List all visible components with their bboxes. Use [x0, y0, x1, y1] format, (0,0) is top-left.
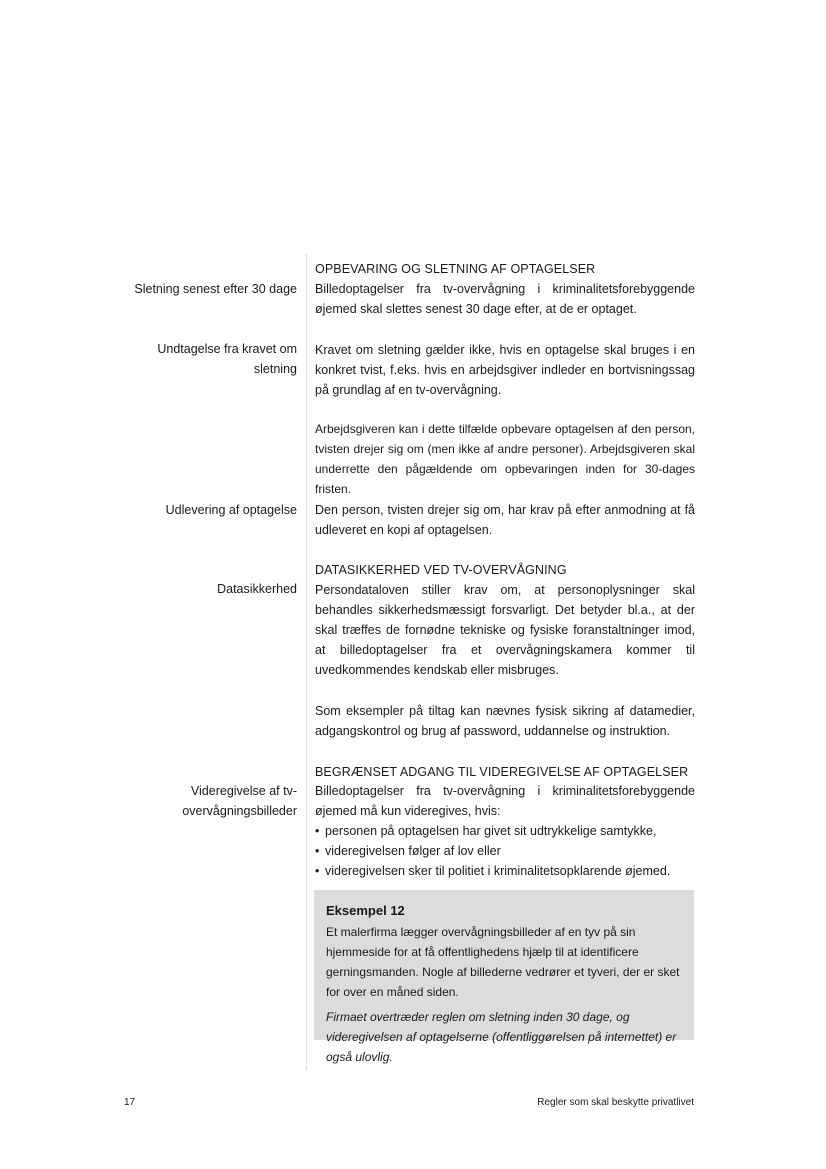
paragraph-disclosure-intro: Billedoptagelser fra tv-overvågning i kriminalitetsforebyggende øjemed må kun videregives, hvis: [315, 784, 695, 818]
running-title: Regler som skal beskytte privatlivet [537, 1097, 694, 1108]
margin-note-disclosure: Videregivelse af tv-overvågningsbilleder [182, 784, 297, 818]
conditions-list [315, 821, 695, 881]
example-body: Et malerfirma lægger overvågningsbilleder af en tyv på sin hjemmeside for at få offentlighedens hjælp til at identificere gerningsmanden. Nogle af billederne vedrører et tyveri, der er sket for over en måned siden. [326, 925, 680, 999]
margin-note-handover: Udlevering af optagelse [165, 503, 297, 517]
paragraph-deletion: Billedoptagelser fra tv-overvågning i kriminalitetsforebyggende øjemed skal slettes senest 30 dage efter, at de er optaget. [315, 282, 695, 316]
example-box [314, 890, 694, 1064]
example-title: Eksempel 12 [326, 903, 405, 918]
column-divider [306, 255, 307, 1070]
paragraph-security-examples: Som eksempler på tiltag kan nævnes fysisk sikring af datamedier, adgangskontrol og brug af password, uddannelse og instruktion. [315, 704, 695, 738]
paragraph-exception: Kravet om sletning gælder ikke, hvis en optagelse skal bruges i en konkret tvist, f.eks. hvis en arbejdsgiver indleder en bortvisningssag på grundlag af en tv-overvågning. [315, 343, 695, 397]
heading-storage: OPBEVARING OG SLETNING AF OPTAGELSER [315, 262, 596, 276]
margin-note-security: Datasikkerhed [217, 582, 297, 596]
heading-disclosure: BEGRÆNSET ADGANG TIL VIDEREGIVELSE AF OPTAGELSER [315, 765, 689, 779]
list-item: • videregivelsen følger af lov eller [315, 841, 695, 861]
heading-security: DATASIKKERHED VED TV-OVERVÅGNING [315, 563, 567, 577]
paragraph-employer: Arbejdsgiveren kan i dette tilfælde opbevare optagelsen af den person, tvisten drejer sig om (men ikke af andre personer). Arbejdsgiveren skal underrette den pågældende om opbevaringen inden for 30-dages fristen. [315, 422, 695, 496]
margin-note-exception: Undtagelse fra kravet om sletning [157, 342, 297, 376]
example-conclusion: Firmaet overtræder reglen om sletning inden 30 dage, og videregivelsen af optagelserne (offentliggørelsen på internettet) er også ulovlig. [326, 1010, 677, 1064]
paragraph-handover: Den person, tvisten drejer sig om, har krav på efter anmodning at få udleveret en kopi af optagelsen. [315, 503, 695, 537]
list-item: • personen på optagelsen har givet sit udtrykkelige samtykke, [315, 821, 695, 841]
margin-note-deletion: Sletning senest efter 30 dage [134, 282, 297, 296]
paragraph-security-law: Persondataloven stiller krav om, at personoplysninger skal behandles sikkerhedsmæssigt forsvarligt. Det betyder bl.a., at der skal træffes de fornødne tekniske og fysiske foranstaltninger imod, at billedoptagelser fra et overvågningskamera kommer til uvedkommendes kendskab eller misbruges. [315, 583, 695, 677]
disclosure-conditions [315, 821, 695, 881]
list-item: • videregivelsen sker til politiet i kriminalitetsopklarende øjemed. [315, 861, 695, 881]
page-number: 17 [124, 1097, 136, 1108]
